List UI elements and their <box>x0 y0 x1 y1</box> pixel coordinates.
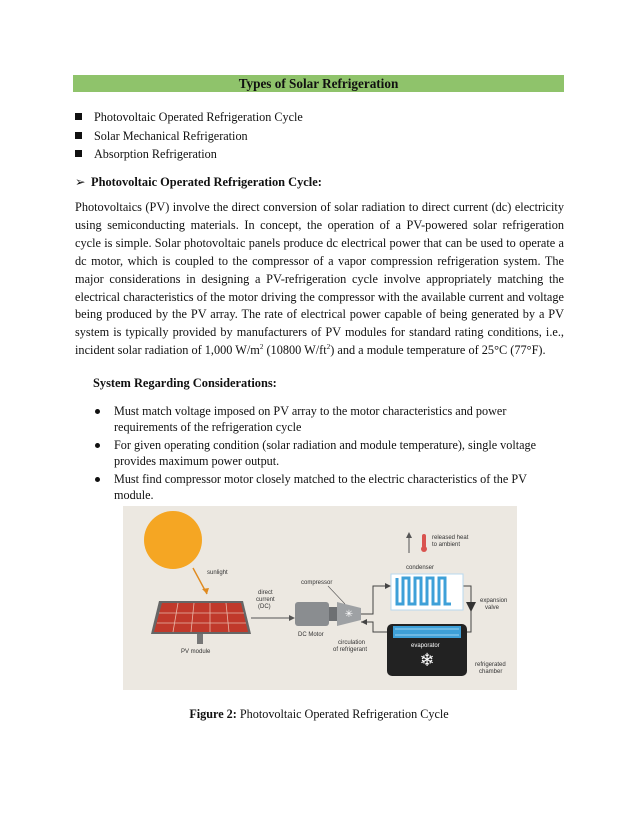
svg-text:evaporator: evaporator <box>411 643 440 649</box>
svg-text:DC Motor: DC Motor <box>298 632 324 638</box>
svg-text:direct: direct <box>258 590 273 596</box>
thermometer-icon <box>421 534 427 552</box>
svg-text:released heat: released heat <box>432 535 469 541</box>
sun-icon <box>144 511 202 569</box>
svg-text:❄: ❄ <box>419 650 435 670</box>
bullet-dot-icon <box>95 477 100 482</box>
list-item: Photovoltaic Operated Refrigeration Cycle <box>75 108 303 127</box>
list-item: Absorption Refrigeration <box>75 145 303 164</box>
pv-panel-icon <box>151 601 251 644</box>
refrigerated-chamber <box>387 624 467 676</box>
svg-text:condenser: condenser <box>406 565 435 571</box>
list-item: Must find compressor motor closely matched to the electric characteristics of the PV module. <box>93 472 538 503</box>
svg-text:circulation: circulation <box>338 640 366 646</box>
svg-text:to ambient: to ambient <box>432 542 461 548</box>
svg-text:of refrigerant: of refrigerant <box>333 647 368 653</box>
svg-text:expansion: expansion <box>480 598 508 604</box>
bullet-dot-icon <box>95 443 100 448</box>
list-item: For given operating condition (solar radiation and module temperature), single voltage provides maximum power output. <box>93 438 538 469</box>
list-item: Solar Mechanical Refrigeration <box>75 127 303 146</box>
pv-module-label: PV module <box>181 649 211 655</box>
dc-motor-icon <box>295 602 361 626</box>
arrow-bullet-icon: ➢ <box>75 175 86 189</box>
svg-text:✳: ✳ <box>344 609 354 620</box>
bullet-dot-icon <box>95 409 100 414</box>
section-title: Types of Solar Refrigeration <box>73 75 564 92</box>
pv-cycle-heading: ➢ Photovoltaic Operated Refrigeration Cycle: <box>75 175 322 189</box>
square-bullet-icon <box>75 113 82 120</box>
considerations-list <box>93 404 538 506</box>
condenser-coil <box>391 574 463 610</box>
svg-text:valve: valve <box>485 605 500 611</box>
pv-cycle-paragraph: Photovoltaics (PV) involve the direct conversion of solar radiation to direct current (dc) electricity using semiconducting materials. In concept, the operation of a PV-powered solar refrigeration cycle is simple. Solar photovoltaic panels produce dc electrical power that can be used to operate a dc motor, which is coupled to the compressor of a vapor compression refrigeration system. The major considerations in designing a PV-refrigeration cycle involve appropriately matching the electrical characteristics of the motor driving the compressor with the available current and voltage being produced by the PV array. The rate of electrical power capable of being generated by a PV system is typically provided by manufacturers of PV modules for standard rating conditions, i.e., incident solar radiation of 1,000 $W/m^2$ (10800 $W/ft^2$) and a module temperature of 25°C (77°F). <box>75 200 564 358</box>
svg-text:chamber: chamber <box>479 669 503 675</box>
square-bullet-icon <box>75 150 82 157</box>
svg-text:current: current <box>256 597 275 603</box>
refrigeration-types-list <box>75 108 303 164</box>
figure-caption: Figure 2: Photovoltaic Operated Refrigeration Cycle <box>189 707 449 721</box>
sunlight-label: sunlight <box>207 570 228 576</box>
considerations-heading: System Regarding Considerations: <box>93 376 277 390</box>
expansion-valve-icon <box>466 602 476 612</box>
list-item: Must match voltage imposed on PV array to the motor characteristics and power requirements of the refrigeration cycle <box>93 404 538 435</box>
pv-refrigeration-diagram <box>123 506 517 690</box>
square-bullet-icon <box>75 132 82 139</box>
svg-text:refrigerated: refrigerated <box>475 662 506 668</box>
compressor-label: compressor <box>301 580 333 586</box>
svg-text:(DC): (DC) <box>258 604 271 610</box>
